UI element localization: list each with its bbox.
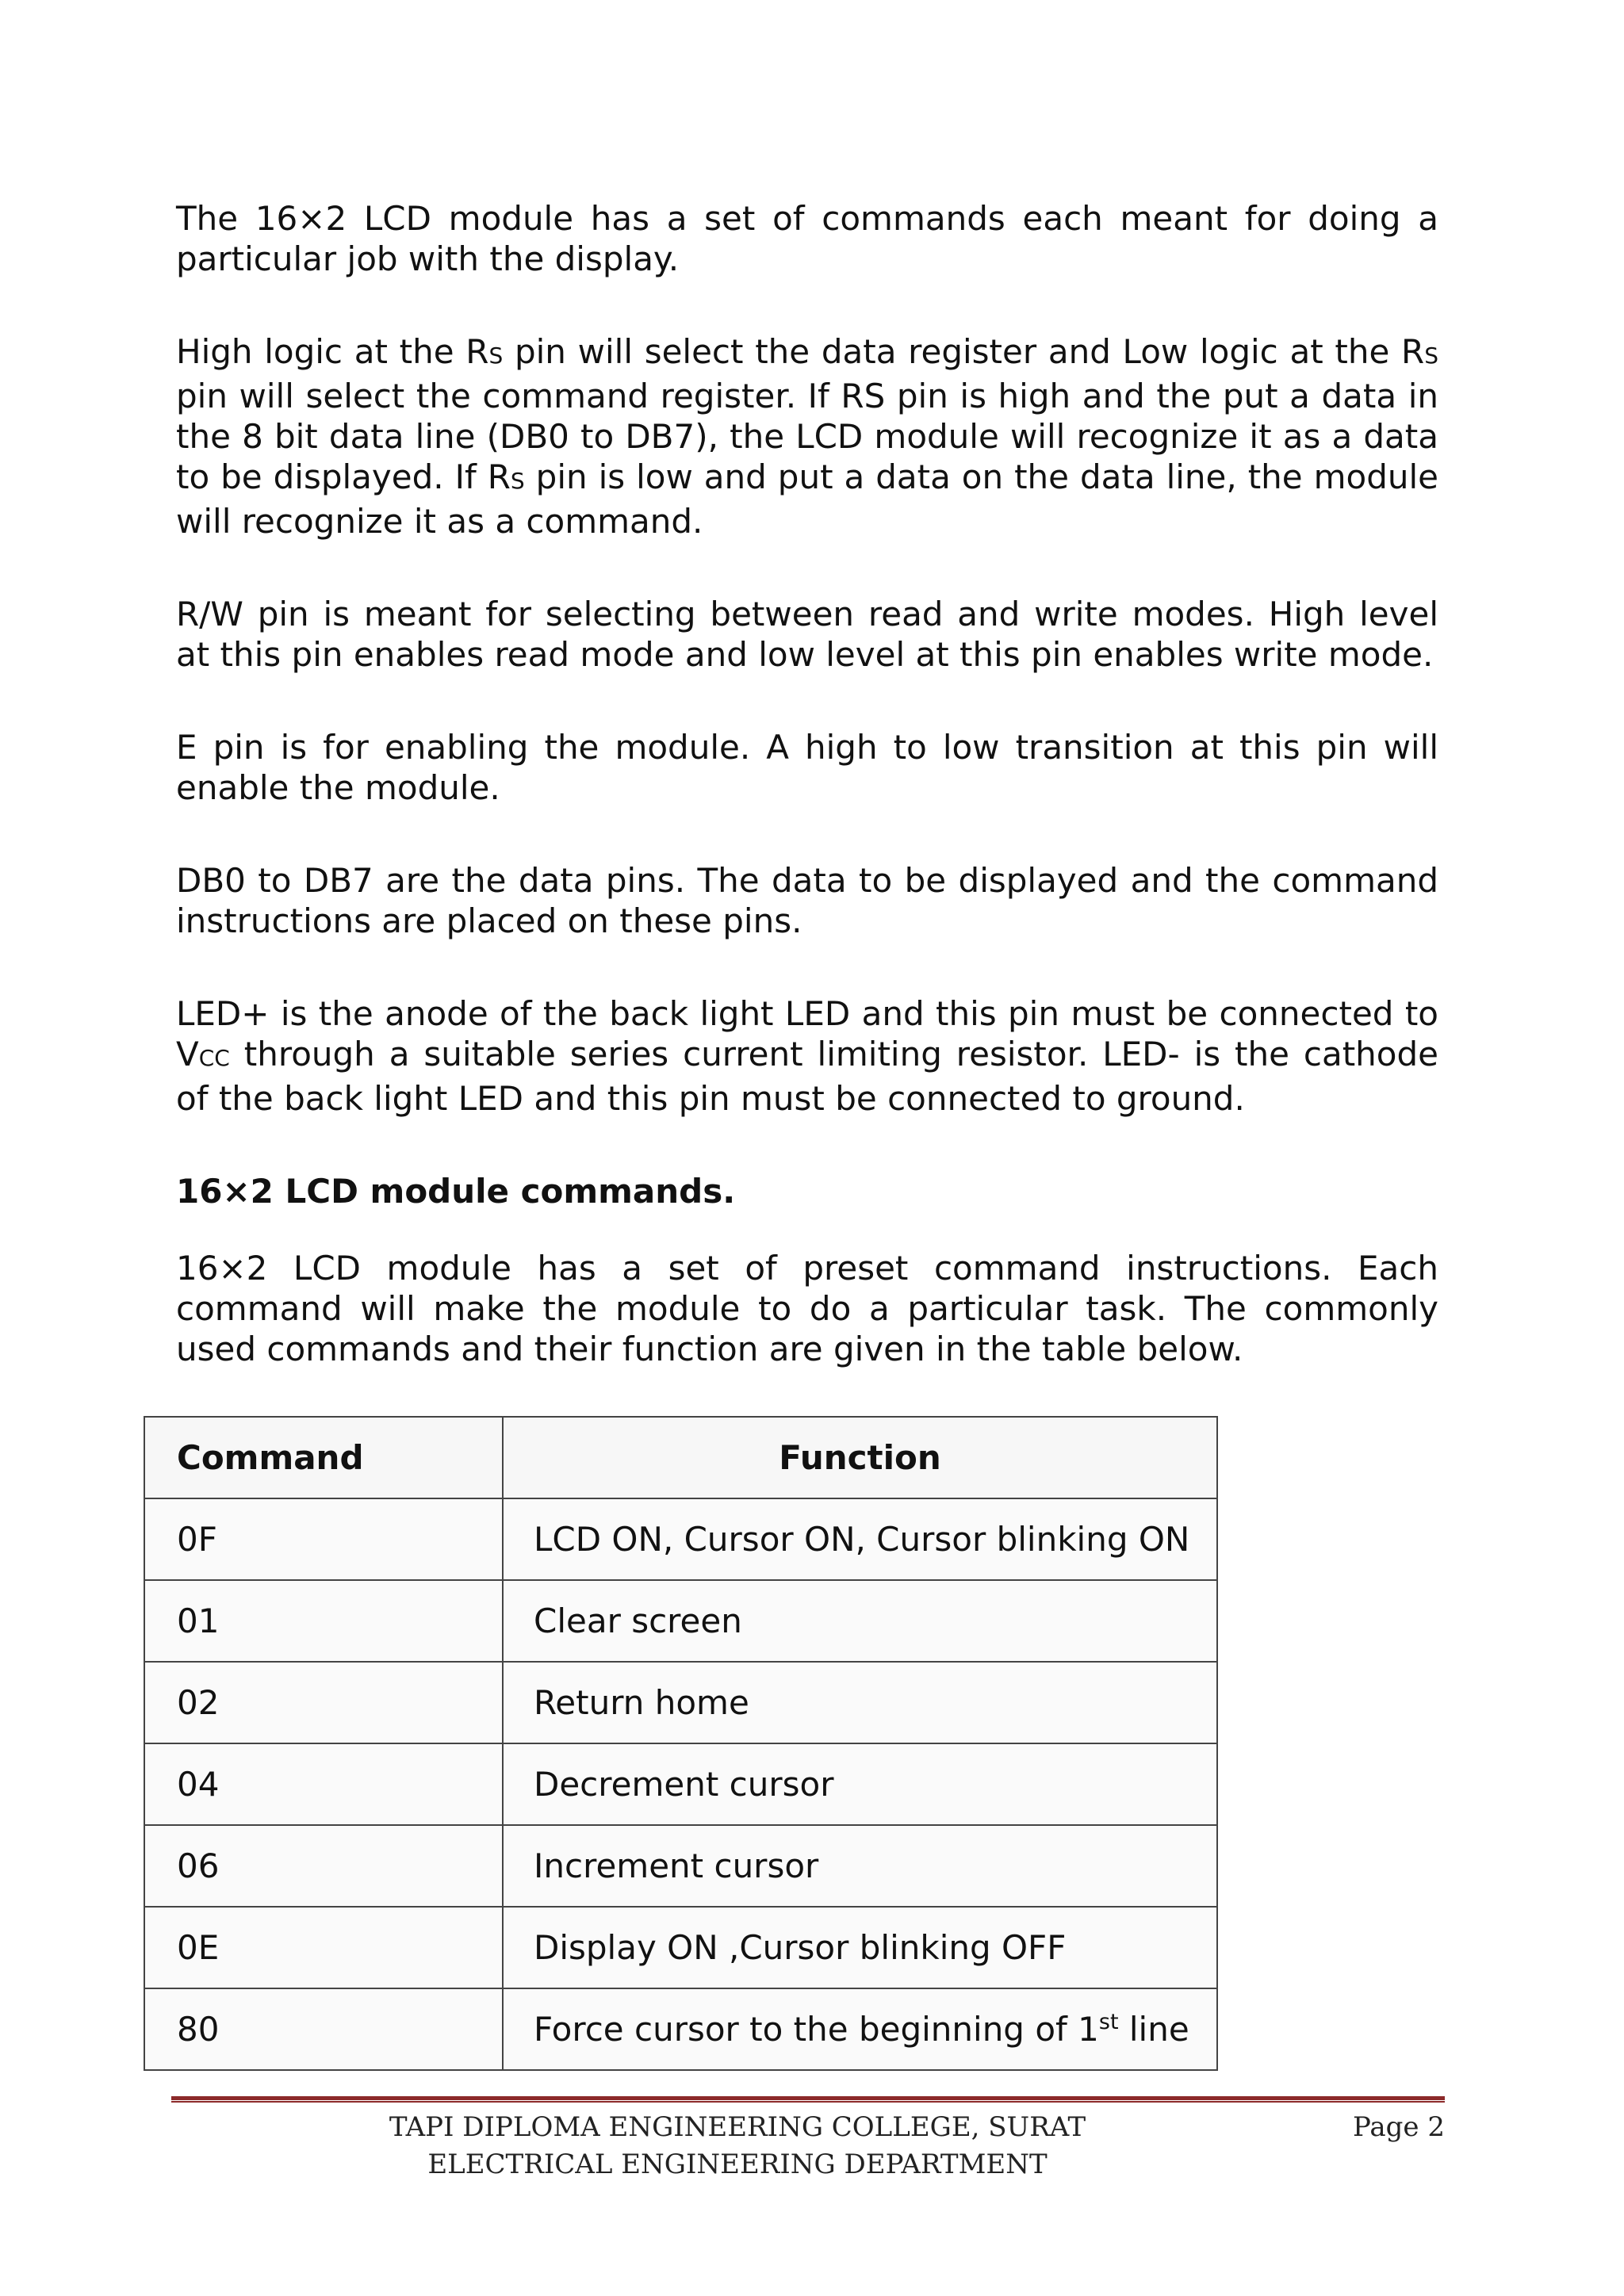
- footer-college-name: TAPI DIPLOMA ENGINEERING COLLEGE, SURAT: [389, 2111, 1086, 2143]
- paragraph-rs-text-b: pin will select the data register and Low logic at the R: [503, 332, 1425, 371]
- table-row: [144, 1825, 1217, 1907]
- command-cell: 80: [144, 1988, 503, 2070]
- paragraph-rw-text: R/W pin is meant for selecting between read and write modes. High level at this pin enables read mode and low level at this pin enables write mode.: [176, 595, 1438, 674]
- function-cell: Increment cursor: [503, 1825, 1217, 1907]
- function-cell: [503, 1988, 1217, 2070]
- function-cell: Decrement cursor: [503, 1743, 1217, 1825]
- paragraph-rs-pin: [176, 331, 1438, 541]
- paragraph-rs-text-d: pin is low and put a data on the data line, the module will recognize it as a command.: [176, 457, 1438, 541]
- paragraph-commands-intro: [176, 1248, 1438, 1369]
- function-cell: LCD ON, Cursor ON, Cursor blinking ON: [503, 1498, 1217, 1580]
- paragraph-e-pin: [176, 727, 1438, 808]
- paragraph-rs-text-c: pin will select the command register. If RS pin is high and the put a data in the 8 bit data line (DB0 to DB7), the LCD module will recognize it as a data to be displayed. If R: [176, 377, 1438, 496]
- command-cell: 0E: [144, 1907, 503, 1988]
- table-row: [144, 1580, 1217, 1662]
- command-cell: 02: [144, 1662, 503, 1743]
- table-row: [144, 1988, 1217, 2070]
- function-cell: Clear screen: [503, 1580, 1217, 1662]
- paragraph-intro-text: The 16×2 LCD module has a set of commands each meant for doing a particular job with the display.: [176, 199, 1438, 278]
- command-cell: 04: [144, 1743, 503, 1825]
- function-text-a: Force cursor to the beginning of 1: [534, 2010, 1099, 2049]
- paragraph-led-text-b: through a suitable series current limiting resistor. LED- is the cathode of the back light LED and this pin must be connected to ground.: [176, 1035, 1438, 1118]
- paragraph-intro: [176, 198, 1438, 279]
- footer-college: [301, 2109, 1174, 2183]
- function-text-b: line: [1118, 2010, 1189, 2049]
- table-row: [144, 1743, 1217, 1825]
- rs-subscript: S: [510, 468, 525, 494]
- page-number: Page 2: [1353, 2111, 1445, 2143]
- paragraph-data-pins-text: DB0 to DB7 are the data pins. The data to be displayed and the command instructions are placed on these pins.: [176, 861, 1438, 940]
- function-cell: Display ON ,Cursor blinking OFF: [503, 1907, 1217, 1988]
- command-cell: 06: [144, 1825, 503, 1907]
- rs-subscript: S: [1424, 342, 1438, 369]
- table-row: [144, 1662, 1217, 1743]
- paragraph-led-text-a: LED+ is the anode of the back light LED and this pin must be connected to V: [176, 994, 1438, 1073]
- footer-department: ELECTRICAL ENGINEERING DEPARTMENT: [427, 2149, 1048, 2180]
- footer-rule: [171, 2096, 1445, 2103]
- table-header-row: [144, 1417, 1217, 1498]
- paragraph-commands-intro-text: 16×2 LCD module has a set of preset command instructions. Each command will make the module to do a particular task. The commonly used commands and their function are given in the table below.: [176, 1249, 1438, 1368]
- section-heading: [176, 1171, 1438, 1211]
- header-function: Function: [503, 1417, 1217, 1498]
- header-command: Command: [144, 1417, 503, 1498]
- paragraph-data-pins: [176, 860, 1438, 941]
- command-cell: 01: [144, 1580, 503, 1662]
- paragraph-rs-text-a: High logic at the R: [176, 332, 489, 371]
- function-cell: Return home: [503, 1662, 1217, 1743]
- vcc-subscript: CC: [198, 1045, 230, 1071]
- page-body: [176, 198, 1438, 1422]
- paragraph-e-text: E pin is for enabling the module. A high to low transition at this pin will enable the module.: [176, 728, 1438, 807]
- ordinal-superscript: st: [1098, 2010, 1119, 2034]
- table-row: [144, 1907, 1217, 1988]
- rs-subscript: S: [488, 342, 504, 369]
- paragraph-rw-pin: [176, 594, 1438, 675]
- commands-table: [144, 1416, 1218, 2071]
- table-row: [144, 1498, 1217, 1580]
- command-cell: 0F: [144, 1498, 503, 1580]
- paragraph-led-pins: [176, 993, 1438, 1119]
- section-heading-text: 16×2 LCD module commands.: [176, 1172, 736, 1211]
